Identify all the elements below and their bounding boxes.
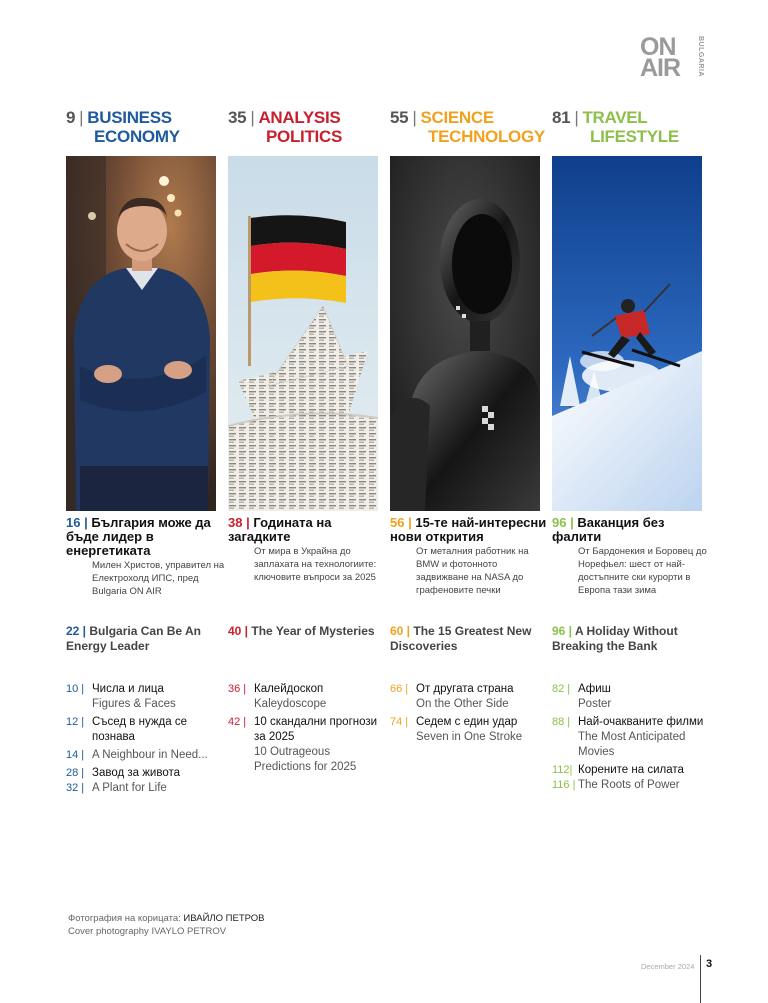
list-page-number: 36 | — [228, 683, 247, 695]
list-item[interactable] — [66, 766, 226, 781]
list-title-bg: Числа и лица — [92, 683, 164, 695]
section-page-number: 9 — [66, 108, 76, 127]
section-page-number: 55 — [390, 108, 409, 127]
list-title-en: 10 Outrageous Predictions for 2025 — [254, 746, 357, 773]
english-title: The 15 Greatest New Discoveries — [390, 624, 532, 653]
footer-divider — [700, 955, 701, 1003]
photo-skier[interactable] — [552, 156, 702, 511]
list-item[interactable] — [228, 715, 388, 775]
section-title-line2: LIFESTYLE — [590, 127, 679, 146]
english-title: Bulgaria Can Be An Energy Leader — [66, 624, 201, 653]
list-item[interactable] — [66, 781, 226, 796]
feature-description: От Бардонекия и Боровец до Норефьел: шест от най-достъпните ски курорти в Европа тази зима — [578, 546, 707, 596]
list-item[interactable] — [552, 763, 712, 778]
on-air-logo — [640, 33, 704, 84]
list-item[interactable] — [66, 748, 226, 763]
list-page-number: 32 | — [66, 782, 85, 794]
list-item[interactable] — [552, 715, 712, 760]
feature-article-business[interactable] — [66, 516, 226, 598]
list-title-en: A Plant for Life — [92, 782, 167, 794]
list-title-en: Kaleydoscope — [254, 698, 327, 710]
feature-page-number: 16 | — [66, 515, 88, 530]
list-page-number: 116 | — [552, 779, 576, 791]
section-title-line1: ANALYSIS — [258, 108, 341, 127]
section-title-line2: TECHNOLOGY — [428, 127, 545, 146]
list-title-bg: 10 скандални прогнози за 2025 — [254, 716, 378, 743]
list-page-number: 42 | — [228, 716, 247, 728]
credit-label-bg: Фотография на корицата: — [68, 913, 181, 924]
credit-name-en: IVAYLO PETROV — [151, 926, 227, 937]
section-title-line1: TRAVEL — [582, 108, 648, 127]
list-title-en: Poster — [578, 698, 612, 710]
list-page-number: 66 | — [390, 683, 409, 695]
credit-name-bg: ИВАЙЛО ПЕТРОВ — [183, 913, 265, 924]
feature-page-number: 38 | — [228, 515, 250, 530]
english-page-number: 60 | — [390, 624, 411, 638]
feature-description: Милен Христов, управител на Електрохолд ИПС, пред Bulgaria ON AIR — [92, 560, 225, 597]
list-item[interactable] — [66, 715, 226, 745]
issue-date: December 2024 — [641, 962, 695, 971]
feature-article-science[interactable] — [390, 516, 550, 597]
feature-article-travel[interactable] — [552, 516, 712, 597]
feature-title: 15-те най-интересни нови открития — [390, 515, 547, 544]
list-title-en: The Most Anticipated Movies — [578, 731, 686, 758]
list-title-bg: От другата страна — [416, 683, 514, 695]
section-page-number: 81 — [552, 108, 571, 127]
contents-list-travel — [552, 682, 712, 796]
logo-air: AIR — [640, 54, 681, 82]
feature-description: От мира в Украйна до заплахата на технологиите: ключовите въпроси за 2025 — [254, 546, 377, 583]
list-page-number: 88 | — [552, 716, 571, 728]
feature-page-number: 56 | — [390, 515, 412, 530]
feature-title: Ваканция без фалити — [552, 515, 665, 544]
photo-business-portrait[interactable] — [66, 156, 216, 511]
page-number: 3 — [706, 958, 713, 970]
feature-article-analysis[interactable] — [228, 516, 388, 584]
list-page-number: 10 | — [66, 683, 85, 695]
list-item[interactable] — [228, 682, 388, 712]
english-page-number: 22 | — [66, 624, 87, 638]
feature-title: Годината на загадките — [228, 515, 332, 544]
section-title-line1: BUSINESS — [87, 108, 172, 127]
list-title-bg: Седем с един удар — [416, 716, 518, 728]
section-header-business[interactable]: 9 | BUSINESS ECONOMY — [66, 108, 180, 146]
english-headline-science[interactable] — [390, 624, 540, 654]
list-page-number: 82 | — [552, 683, 571, 695]
list-page-number: 112| — [552, 764, 573, 776]
list-title-bg: Афиш — [578, 683, 611, 695]
credit-label-en: Cover photography — [68, 926, 149, 937]
photo-humanoid-robot[interactable] — [390, 156, 540, 511]
feature-title: България може да бъде лидер в енергетиката — [66, 515, 211, 558]
list-title-bg: Корените на силата — [578, 764, 684, 776]
list-title-bg: Най-очакваните филми — [578, 716, 704, 728]
list-title-bg: Съсед в нужда се познава — [92, 716, 187, 743]
section-title-line2: ECONOMY — [94, 127, 180, 146]
logo-subtitle: BULGARIA — [697, 36, 704, 77]
list-title-en: Figures & Faces — [92, 698, 176, 710]
contents-list-science — [390, 682, 550, 748]
english-title: A Holiday Without Breaking the Bank — [552, 624, 678, 653]
section-title-line1: SCIENCE — [420, 108, 494, 127]
english-page-number: 40 | — [228, 624, 249, 638]
list-page-number: 14 | — [66, 749, 85, 761]
list-title-bg: Калейдоскоп — [254, 683, 324, 695]
english-page-number: 96 | — [552, 624, 573, 638]
cover-photo-credit — [68, 912, 265, 938]
list-title-en: On the Other Side — [416, 698, 509, 710]
logo-on: ON — [640, 33, 676, 61]
list-item[interactable] — [552, 682, 712, 712]
section-header-analysis[interactable]: 35 | ANALYSIS POLITICS — [228, 108, 342, 146]
section-title-line2: POLITICS — [266, 127, 342, 146]
section-header-science[interactable]: 55 | SCIENCE TECHNOLOGY — [390, 108, 545, 146]
english-headline-travel[interactable] — [552, 624, 702, 654]
list-title-bg: Завод за живота — [92, 767, 181, 779]
list-page-number: 74 | — [390, 716, 409, 728]
contents-list-analysis — [228, 682, 388, 778]
list-item[interactable] — [552, 778, 712, 793]
contents-list-business — [66, 682, 226, 799]
feature-description: От металния работник на BMW и фотонното задвижване на NASA до графеновите печки — [416, 546, 529, 596]
section-page-number: 35 — [228, 108, 247, 127]
section-header-travel[interactable]: 81 | TRAVEL LIFESTYLE — [552, 108, 679, 146]
list-item[interactable] — [66, 682, 226, 712]
english-title: The Year of Mysteries — [251, 624, 375, 638]
photo-german-flag-boat[interactable] — [228, 156, 378, 511]
list-title-en: The Roots of Power — [578, 779, 680, 791]
list-page-number: 12 | — [66, 716, 85, 728]
list-title-en: A Neighbour in Need... — [92, 749, 208, 761]
feature-page-number: 96 | — [552, 515, 574, 530]
list-title-en: Seven in One Stroke — [416, 731, 523, 743]
english-headline-business[interactable] — [66, 624, 216, 654]
list-page-number: 28 | — [66, 767, 85, 779]
list-item[interactable] — [390, 715, 550, 745]
english-headline-analysis[interactable] — [228, 624, 393, 639]
list-item[interactable] — [390, 682, 550, 712]
